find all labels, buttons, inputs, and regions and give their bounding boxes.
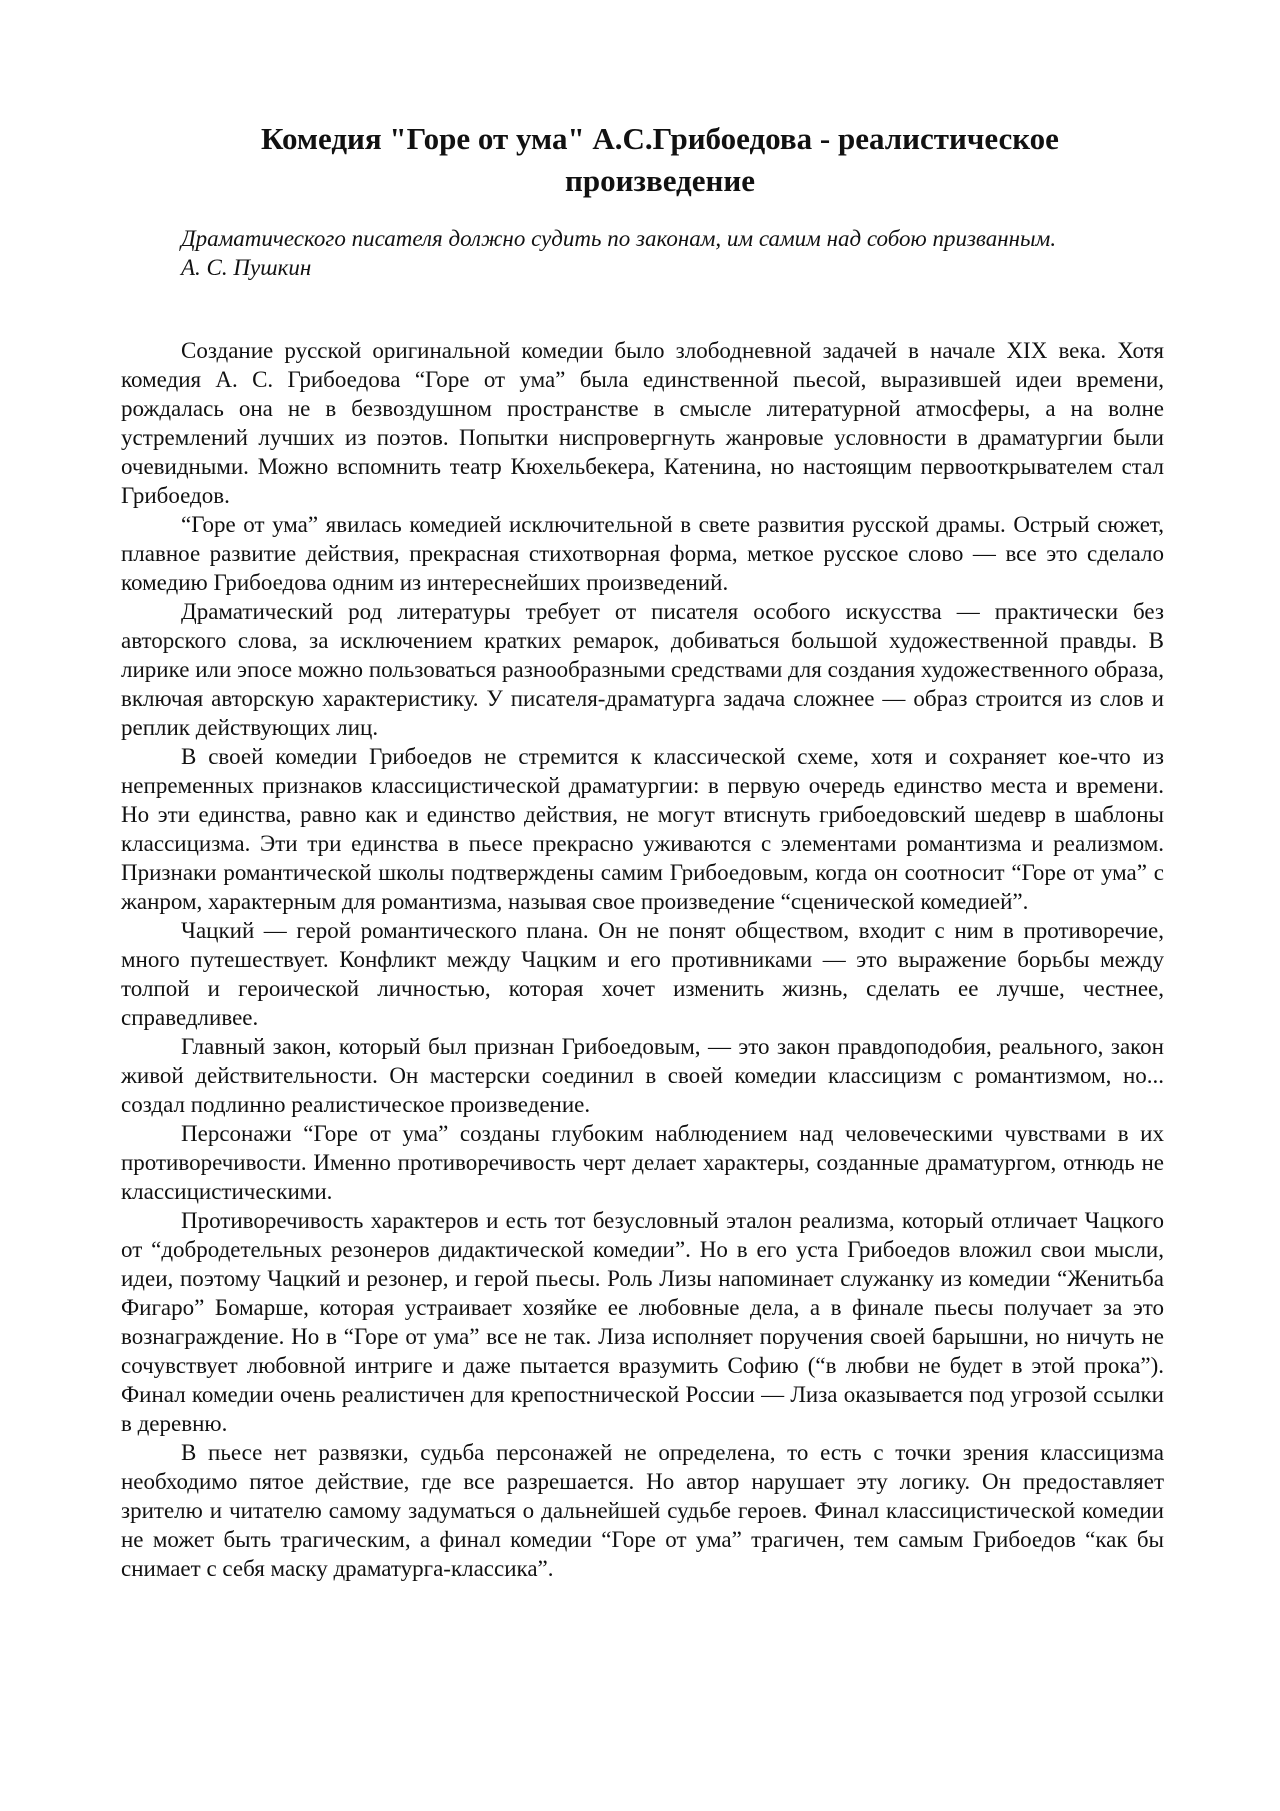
title-line-2: произведение <box>565 163 755 198</box>
paragraph: Главный закон, который был признан Грибоедовым, — это закон правдоподобия, реального, закон живой действительности. Он мастерски соединил в своей комедии классицизм с романтизмом, но... создал подлинно реалистическое произведение. <box>121 1034 1164 1117</box>
paragraph: Противоречивость характеров и есть тот безусловный эталон реализма, который отличает Чацкого от “добродетельных резонеров дидактической комедии”. Но в его уста Грибоедов вложил свои мысли, идеи, поэтому Чацкий и резонер, и герой пьесы. Роль Лизы напоминает служанку из комедии “Женитьба Фигаро” Бомарше, которая устраивает хозяйке ее любовные дела, а в финале пьесы получает за это вознаграждение. Но в “Горе от ума” все не так. Лиза исполняет поручения своей барышни, но ничуть не сочувствует любовной интриге и даже пытается вразумить Софию (“в любви не будет в этой прока”). Финал комедии очень реалистичен для крепостнической России — Лиза оказывается под угрозой ссылки в деревню. <box>121 1208 1164 1436</box>
paragraph: В своей комедии Грибоедов не стремится к классической схеме, хотя и сохраняет кое-что из непременных признаков классицистической драматургии: в первую очередь единство места и времени. Но эти единства, равно как и единство действия, не могут втиснуть грибоедовский шедевр в шаблоны классицизма. Эти три единства в пьесе прекрасно уживаются с элементами романтизма и реализмом. Признаки романтической школы подтверждены самим Грибоедовым, когда он соотносит “Горе от ума” с жанром, характерным для романтизма, называя свое произведение “сценической комедией”. <box>121 744 1164 914</box>
paragraph: Драматический род литературы требует от писателя особого искусства — практически без авторского слова, за исключением кратких ремарок, добиваться большой художественной правды. В лирике или эпосе можно пользоваться разнообразными средствами для создания художественного образа, включая авторскую характеристику. У писателя-драматурга задача сложнее — образ строится из слов и реплик действующих лиц. <box>121 599 1164 740</box>
page-title <box>150 118 1170 202</box>
paragraph: Чацкий — герой романтического плана. Он не понят обществом, входит с ним в противоречие, много путешествует. Конфликт между Чацким и его противниками — это выражение борьбы между толпой и героической личностью, которая хочет изменить жизнь, сделать ее лучше, честнее, справедливее. <box>121 918 1164 1030</box>
epigraph-text: Драматического писателя должно судить по законам, им самим над собою призванным. <box>181 226 1057 251</box>
paragraph: В пьесе нет развязки, судьба персонажей не определена, то есть с точки зрения классицизма необходимо пятое действие, где все разрешается. Но автор нарушает эту логику. Он предоставляет зрителю и читателю самому задуматься о дальнейшей судьбе героев. Финал классицистической комедии не может быть трагическим, а финал комедии “Горе от ума” трагичен, тем самым Грибоедов “как бы снимает с себя маску драматурга-классика”. <box>121 1440 1164 1581</box>
epigraph-author: А. С. Пушкин <box>181 255 312 280</box>
paragraph: Создание русской оригинальной комедии было злободневной задачей в начале XIX века. Хотя комедия А. С. Грибоедова “Горе от ума” была единственной пьесой, выразившей идеи времени, рождалась она не в безвоздушном пространстве в смысле литературной атмосферы, а на волне устремлений лучших из поэтов. Попытки ниспровергнуть жанровые условности в драматургии были очевидными. Можно вспомнить театр Кюхельбекера, Катенина, но настоящим первооткрывателем стал Грибоедов. <box>121 338 1164 508</box>
paragraph: Персонажи “Горе от ума” созданы глубоким наблюдением над человеческими чувствами в их противоречивости. Именно противоречивость черт делает характеры, созданные драматургом, отнюдь не классицистическими. <box>121 1121 1164 1204</box>
epigraph <box>121 224 1164 282</box>
title-line-1: Комедия "Горе от ума" А.С.Грибоедова - реалистическое <box>261 121 1059 156</box>
paragraph: “Горе от ума” явилась комедией исключительной в свете развития русской драмы. Острый сюжет, плавное развитие действия, прекрасная стихотворная форма, меткое русское слово — все это сделало комедию Грибоедова одним из интереснейших произведений. <box>121 512 1164 595</box>
article-body <box>121 336 1164 1583</box>
